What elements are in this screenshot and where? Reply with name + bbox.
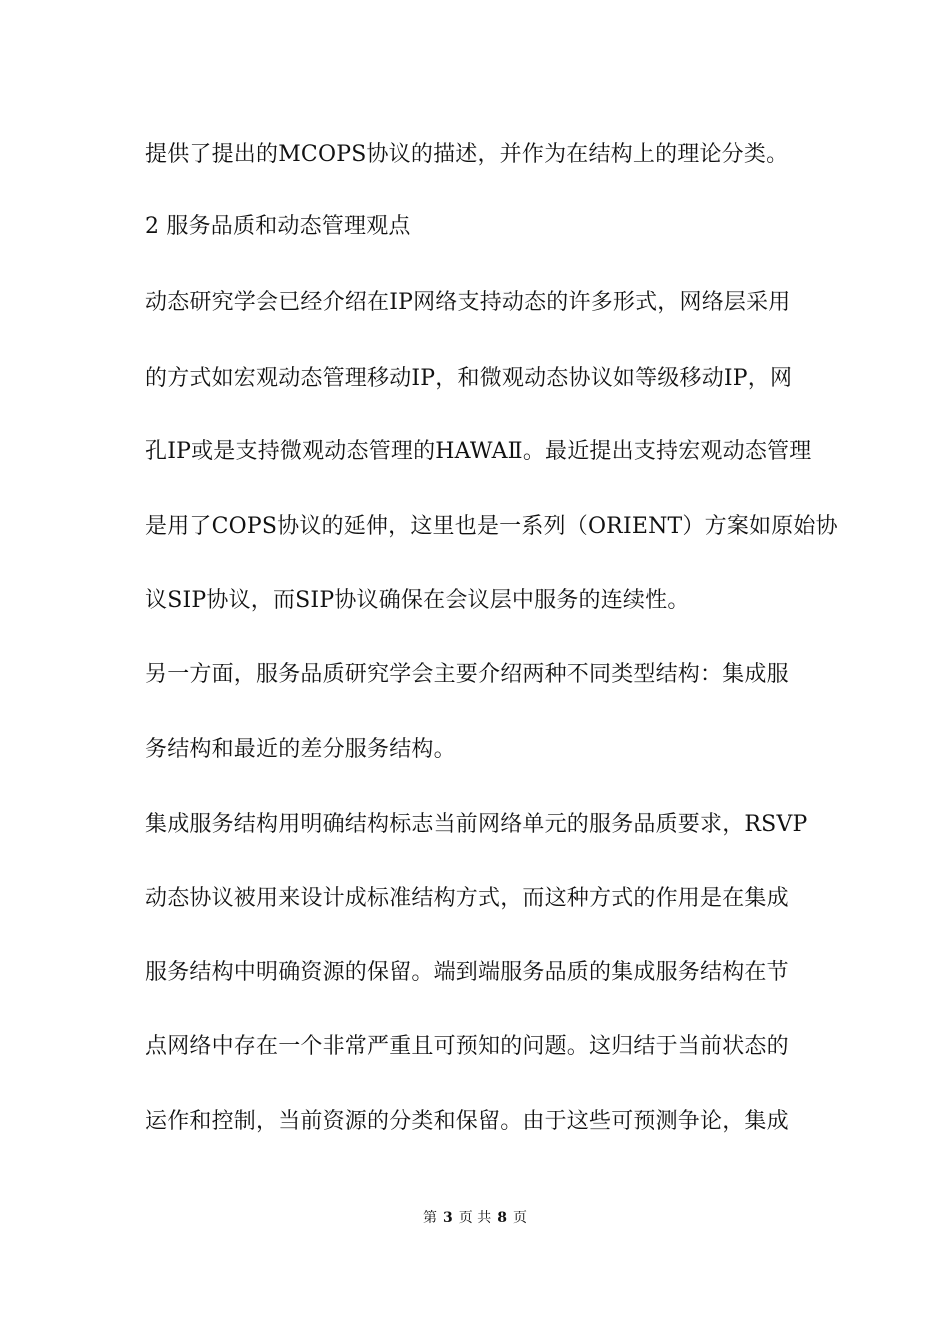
text-line-6: 是用了COPS协议的延伸，这里也是一系列（ORIENT）方案如原始协 xyxy=(145,514,838,539)
current-page-number: 3 xyxy=(443,1210,453,1226)
section-heading: 2 服务品质和动态管理观点 xyxy=(145,214,411,239)
text-line-11: 动态协议被用来设计成标准结构方式，而这种方式的作用是在集成 xyxy=(145,886,789,911)
text-line-13: 点网络中存在一个非常严重且可预知的问题。这归结于当前状态的 xyxy=(145,1034,789,1059)
text-line-7: 议SIP协议，而SIP协议确保在会议层中服务的连续性。 xyxy=(145,588,690,613)
footer-middle: 页 共 xyxy=(458,1210,492,1226)
text-line-5: 孔IP或是支持微观动态管理的HAWAⅡ。最近提出支持宏观动态管理 xyxy=(145,439,812,464)
text-line-8: 另一方面，服务品质研究学会主要介绍两种不同类型结构：集成服 xyxy=(145,662,789,687)
page-footer xyxy=(0,1208,950,1228)
text-line-14: 运作和控制，当前资源的分类和保留。由于这些可预测争论，集成 xyxy=(145,1109,789,1134)
text-line-1: 提供了提出的MCOPS协议的描述，并作为在结构上的理论分类。 xyxy=(145,142,789,167)
footer-prefix: 第 xyxy=(423,1210,438,1226)
text-line-9: 务结构和最近的差分服务结构。 xyxy=(145,737,456,762)
text-line-10: 集成服务结构用明确结构标志当前网络单元的服务品质要求，RSVP xyxy=(145,812,808,837)
text-line-4: 的方式如宏观动态管理移动IP，和微观动态协议如等级移动IP，网 xyxy=(145,366,793,391)
text-line-12: 服务结构中明确资源的保留。端到端服务品质的集成服务结构在节 xyxy=(145,960,789,985)
footer-suffix: 页 xyxy=(512,1210,527,1226)
text-line-3: 动态研究学会已经介绍在IP网络支持动态的许多形式，网络层采用 xyxy=(145,290,791,315)
total-pages-number: 8 xyxy=(497,1210,507,1226)
